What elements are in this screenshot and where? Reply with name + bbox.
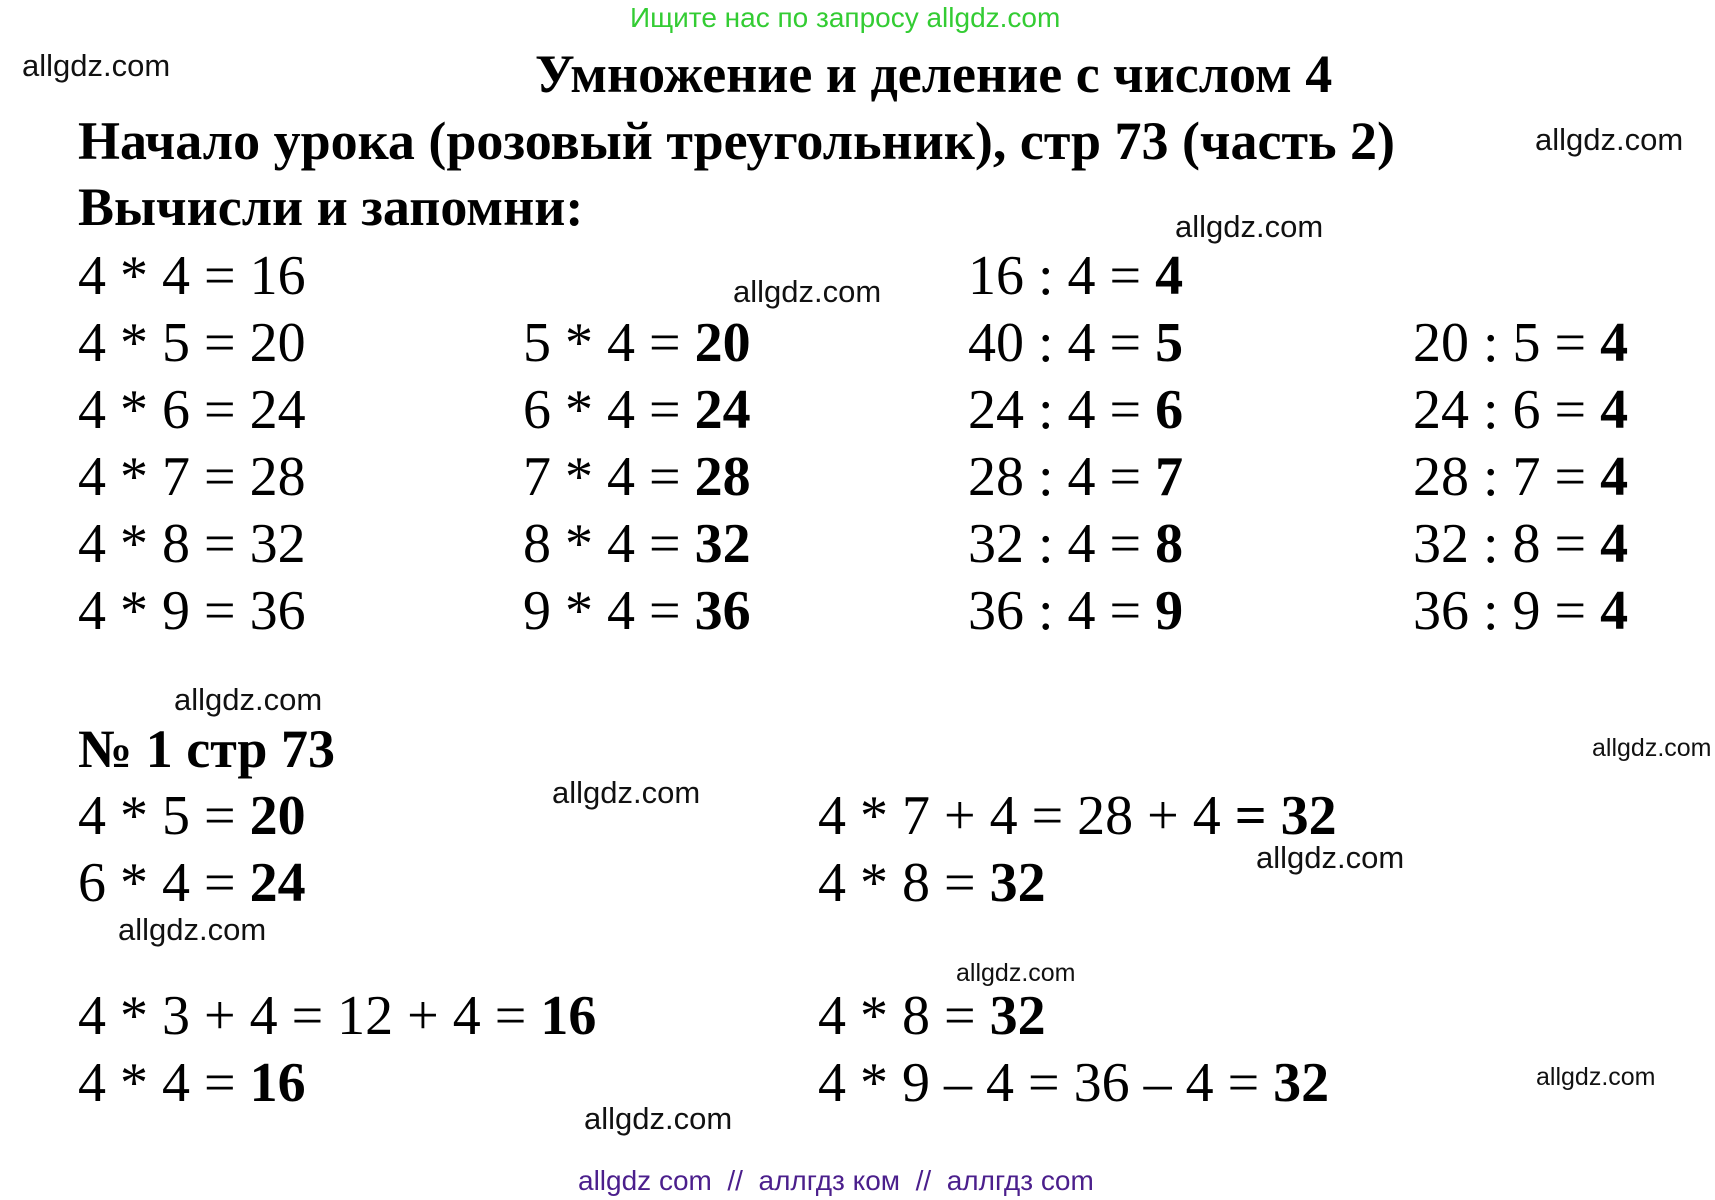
task-title: Вычисли и запомни:	[78, 177, 584, 237]
equation-row: 4 * 3 + 4 = 12 + 4 = 16	[78, 985, 597, 1047]
watermark: allgdz.com	[1535, 122, 1684, 157]
equation-row: 6 * 4 = 24	[78, 852, 306, 914]
equation-row: 9 * 4 = 36	[523, 580, 751, 642]
equation-row: 36 : 4 = 9	[968, 580, 1184, 642]
equation-row: 4 * 5 = 20	[78, 312, 306, 374]
equation-row: 4 * 6 = 24	[78, 379, 306, 441]
watermark: allgdz.com	[956, 959, 1076, 987]
equation-row: 20 : 5 = 4	[1413, 312, 1629, 374]
equation-row: 4 * 4 = 16	[78, 245, 306, 307]
search-hint: Ищите нас по запросу allgdz.com	[630, 2, 1061, 33]
equation-row: 4 * 7 + 4 = 28 + 4 = 32	[818, 785, 1337, 847]
watermark: allgdz.com	[552, 775, 701, 810]
equation-row: 4 * 9 – 4 = 36 – 4 = 32	[818, 1052, 1330, 1114]
equation-row: 24 : 4 = 6	[968, 379, 1184, 441]
watermark: allgdz.com	[1536, 1063, 1656, 1091]
equation-row: 4 * 7 = 28	[78, 446, 306, 508]
equation-row: 28 : 7 = 4	[1413, 446, 1629, 508]
equation-row: 5 * 4 = 20	[523, 312, 751, 374]
page-title: Умножение и деление с числом 4	[535, 44, 1333, 104]
equation-row: 4 * 8 = 32	[818, 852, 1046, 914]
watermark: allgdz.com	[1175, 209, 1324, 244]
equation-row: 40 : 4 = 5	[968, 312, 1184, 374]
equation-row: 16 : 4 = 4	[968, 245, 1184, 307]
equation-row: 24 : 6 = 4	[1413, 379, 1629, 441]
equation-row: 8 * 4 = 32	[523, 513, 751, 575]
lesson-title: Начало урока (розовый треугольник), стр 73 (часть 2)	[78, 111, 1396, 171]
watermark: allgdz.com	[733, 274, 882, 309]
equation-row: 32 : 8 = 4	[1413, 513, 1629, 575]
equation-row: 28 : 4 = 7	[968, 446, 1184, 508]
equation-row: 36 : 9 = 4	[1413, 580, 1629, 642]
watermark: allgdz.com	[174, 682, 323, 717]
equation-row: 4 * 8 = 32	[818, 985, 1046, 1047]
watermark: allgdz.com	[118, 912, 267, 947]
watermark: allgdz.com	[1592, 734, 1712, 762]
watermark: allgdz.com	[22, 48, 171, 83]
equation-row: 4 * 5 = 20	[78, 785, 306, 847]
footer-links: allgdz com // аллгдз ком // аллгдз com	[578, 1165, 1094, 1196]
watermark: allgdz.com	[1256, 840, 1405, 875]
equation-row: 4 * 8 = 32	[78, 513, 306, 575]
equation-row: 4 * 4 = 16	[78, 1052, 306, 1114]
equation-row: 7 * 4 = 28	[523, 446, 751, 508]
equation-row: 6 * 4 = 24	[523, 379, 751, 441]
exercise-heading: № 1 стр 73	[78, 719, 335, 779]
watermark: allgdz.com	[584, 1101, 733, 1136]
equation-row: 32 : 4 = 8	[968, 513, 1184, 575]
equation-row: 4 * 9 = 36	[78, 580, 306, 642]
